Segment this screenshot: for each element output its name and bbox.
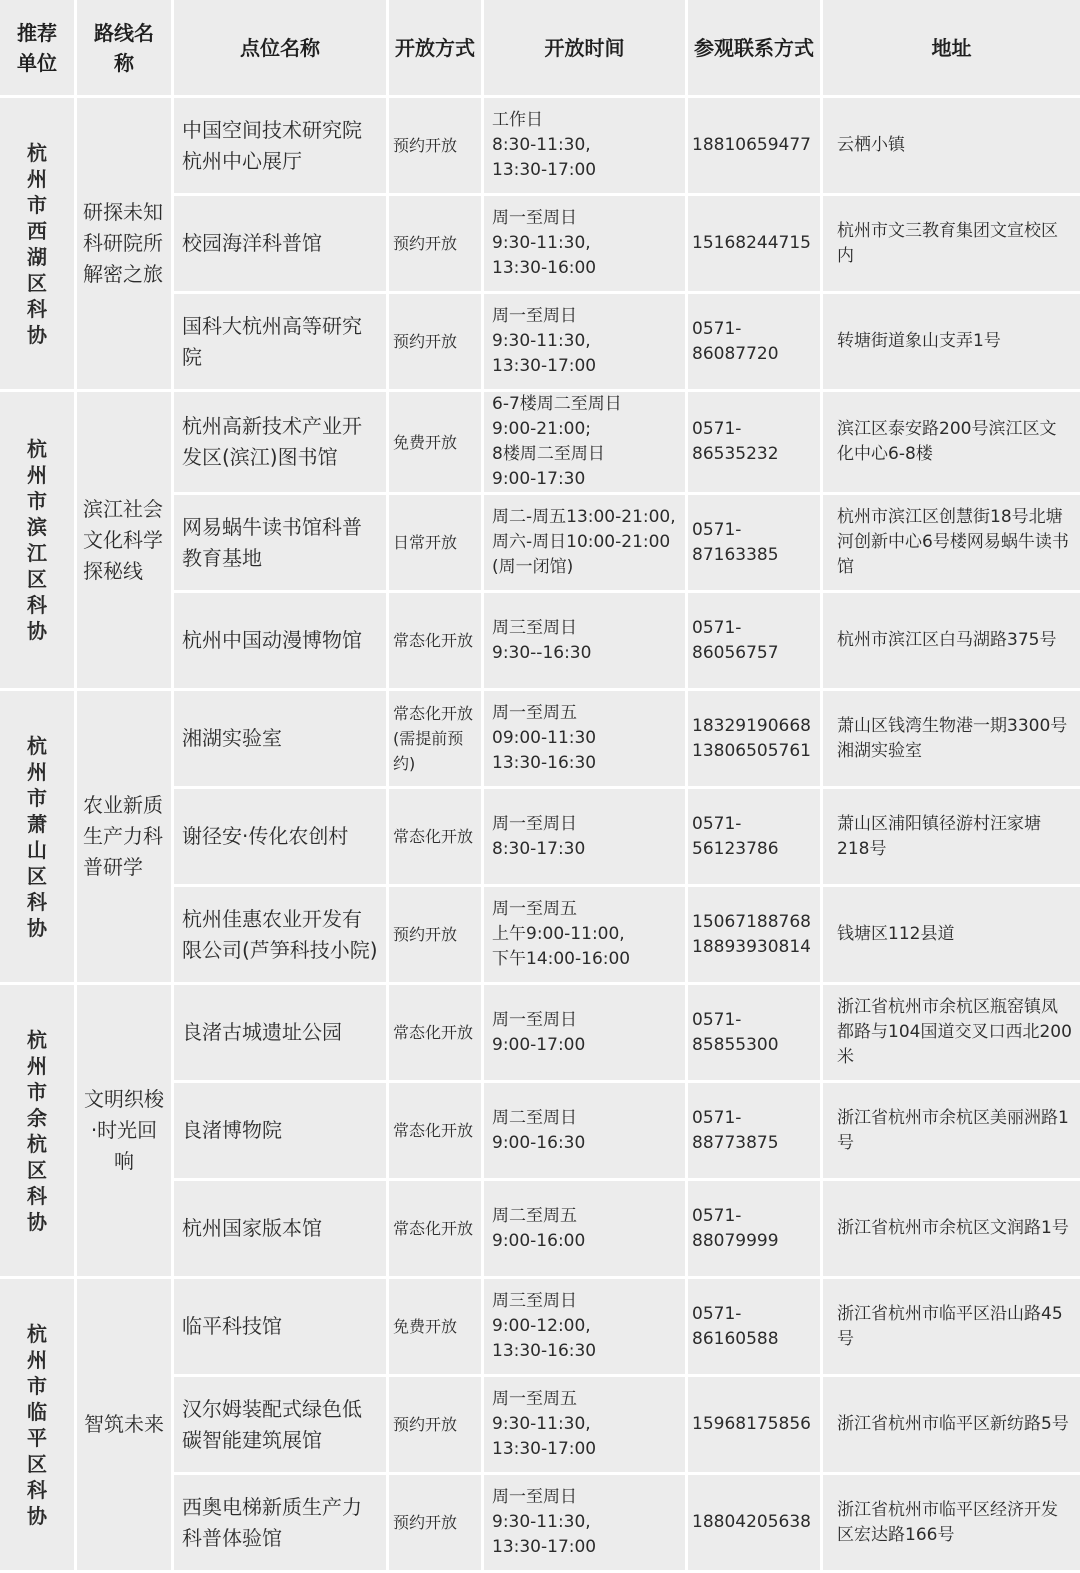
address-cell: 杭州市滨江区创慧街18号北塘河创新中心6号楼网易蜗牛读书馆 <box>823 495 1080 590</box>
contact-phone-cell: 18810659477 <box>688 98 820 193</box>
open-time-cell: 工作日 8:30-11:30, 13:30-17:00 <box>484 98 685 193</box>
open-mode-cell: 常态化开放 <box>389 1083 481 1178</box>
table-row <box>0 98 1080 193</box>
header-unit: 推荐单位 <box>0 0 74 95</box>
address-cell: 萧山区浦阳镇径游村汪家塘218号 <box>823 789 1080 884</box>
open-mode-cell: 常态化开放 <box>389 1181 481 1276</box>
site-name-cell: 校园海洋科普馆 <box>174 196 386 291</box>
open-mode-cell: 免费开放 <box>389 392 481 492</box>
recommending-unit-cell <box>0 98 74 389</box>
route-name-cell: 农业新质生产力科普研学 <box>77 691 171 982</box>
table-row <box>0 691 1080 786</box>
contact-phone-cell: 0571-88079999 <box>688 1181 820 1276</box>
route-name-cell: 智筑未来 <box>77 1279 171 1570</box>
open-time-cell: 周一至周日 9:30-11:30, 13:30-17:00 <box>484 1475 685 1570</box>
address-cell: 浙江省杭州市临平区经济开发区宏达路166号 <box>823 1475 1080 1570</box>
open-time-cell: 周一至周日 9:30-11:30, 13:30-17:00 <box>484 294 685 389</box>
site-name-cell: 良渚博物院 <box>174 1083 386 1178</box>
recommending-unit-text: 杭州市余杭区科协 <box>27 1027 47 1234</box>
header-mode: 开放方式 <box>389 0 481 95</box>
open-time-cell: 6-7楼周二至周日 9:00-21:00; 8楼周二至周日 9:00-17:30 <box>484 392 685 492</box>
site-name-cell: 谢径安·传化农创村 <box>174 789 386 884</box>
recommending-unit-text: 杭州市滨江区科协 <box>27 437 47 643</box>
open-time-cell: 周一至周日 8:30-17:30 <box>484 789 685 884</box>
open-time-cell: 周一至周五 上午9:00-11:00, 下午14:00-16:00 <box>484 887 685 982</box>
address-cell: 杭州市滨江区白马湖路375号 <box>823 593 1080 688</box>
open-time-cell: 周一至周日 9:30-11:30, 13:30-16:00 <box>484 196 685 291</box>
address-cell: 浙江省杭州市余杭区文润路1号 <box>823 1181 1080 1276</box>
open-mode-cell: 常态化开放(需提前预约) <box>389 691 481 786</box>
contact-phone-cell: 18804205638 <box>688 1475 820 1570</box>
table-body <box>0 98 1080 1570</box>
site-name-cell: 湘湖实验室 <box>174 691 386 786</box>
address-cell: 浙江省杭州市临平区沿山路45号 <box>823 1279 1080 1374</box>
address-cell: 滨江区泰安路200号滨江区文化中心6-8楼 <box>823 392 1080 492</box>
open-time-cell: 周一至周日 9:00-17:00 <box>484 985 685 1080</box>
address-cell: 云栖小镇 <box>823 98 1080 193</box>
open-mode-cell: 免费开放 <box>389 1279 481 1374</box>
site-name-cell: 汉尔姆装配式绿色低碳智能建筑展馆 <box>174 1377 386 1472</box>
table-row <box>0 392 1080 492</box>
open-mode-cell: 常态化开放 <box>389 593 481 688</box>
site-name-cell: 杭州佳惠农业开发有限公司(芦笋科技小院) <box>174 887 386 982</box>
recommending-unit-cell <box>0 985 74 1276</box>
site-name-cell: 国科大杭州高等研究院 <box>174 294 386 389</box>
open-mode-cell: 预约开放 <box>389 1475 481 1570</box>
address-cell: 浙江省杭州市余杭区美丽洲路1号 <box>823 1083 1080 1178</box>
contact-phone-cell: 0571-86056757 <box>688 593 820 688</box>
route-name-cell: 研探未知科研院所解密之旅 <box>77 98 171 389</box>
table-header <box>0 0 1080 95</box>
header-name: 点位名称 <box>174 0 386 95</box>
open-mode-cell: 日常开放 <box>389 495 481 590</box>
site-name-cell: 杭州中国动漫博物馆 <box>174 593 386 688</box>
route-name-cell: 滨江社会文化科学探秘线 <box>77 392 171 688</box>
contact-phone-cell: 15968175856 <box>688 1377 820 1472</box>
contact-phone-cell: 0571-87163385 <box>688 495 820 590</box>
header-time: 开放时间 <box>484 0 685 95</box>
site-name-cell: 良渚古城遗址公园 <box>174 985 386 1080</box>
recommending-unit-cell <box>0 1279 74 1570</box>
header-address: 地址 <box>823 0 1080 95</box>
open-time-cell: 周二至周五 9:00-16:00 <box>484 1181 685 1276</box>
route-name-cell: 文明织梭·时光回响 <box>77 985 171 1276</box>
open-mode-cell: 预约开放 <box>389 98 481 193</box>
address-cell: 钱塘区112县道 <box>823 887 1080 982</box>
recommending-unit-text: 杭州市西湖区科协 <box>27 140 47 347</box>
open-mode-cell: 预约开放 <box>389 294 481 389</box>
site-name-cell: 杭州高新技术产业开发区(滨江)图书馆 <box>174 392 386 492</box>
open-mode-cell: 常态化开放 <box>389 789 481 884</box>
address-cell: 萧山区钱湾生物港一期3300号湘湖实验室 <box>823 691 1080 786</box>
open-mode-cell: 常态化开放 <box>389 985 481 1080</box>
open-time-cell: 周三至周日 9:30--16:30 <box>484 593 685 688</box>
open-mode-cell: 预约开放 <box>389 196 481 291</box>
header-row <box>0 0 1080 95</box>
header-route: 路线名称 <box>77 0 171 95</box>
table-row <box>0 1279 1080 1374</box>
site-name-cell: 网易蜗牛读书馆科普教育基地 <box>174 495 386 590</box>
open-time-cell: 周一至周五 9:30-11:30, 13:30-17:00 <box>484 1377 685 1472</box>
contact-phone-cell: 0571-86160588 <box>688 1279 820 1374</box>
recommending-unit-text: 杭州市萧山区科协 <box>27 733 47 940</box>
contact-phone-cell: 18329190668 13806505761 <box>688 691 820 786</box>
contact-phone-cell: 15168244715 <box>688 196 820 291</box>
contact-phone-cell: 15067188768 18893930814 <box>688 887 820 982</box>
header-contact: 参观联系方式 <box>688 0 820 95</box>
recommending-unit-text: 杭州市临平区科协 <box>27 1321 47 1528</box>
address-cell: 浙江省杭州市临平区新纺路5号 <box>823 1377 1080 1472</box>
address-cell: 浙江省杭州市余杭区瓶窑镇凤都路与104国道交叉口西北200米 <box>823 985 1080 1080</box>
address-cell: 杭州市文三教育集团文宣校区内 <box>823 196 1080 291</box>
contact-phone-cell: 0571-56123786 <box>688 789 820 884</box>
recommending-unit-cell <box>0 392 74 688</box>
site-name-cell: 中国空间技术研究院杭州中心展厅 <box>174 98 386 193</box>
open-mode-cell: 预约开放 <box>389 1377 481 1472</box>
site-name-cell: 临平科技馆 <box>174 1279 386 1374</box>
site-name-cell: 西奥电梯新质生产力科普体验馆 <box>174 1475 386 1570</box>
contact-phone-cell: 0571-85855300 <box>688 985 820 1080</box>
open-time-cell: 周三至周日 9:00-12:00, 13:30-16:30 <box>484 1279 685 1374</box>
open-time-cell: 周一至周五 09:00-11:30 13:30-16:30 <box>484 691 685 786</box>
contact-phone-cell: 0571-86087720 <box>688 294 820 389</box>
table-row <box>0 985 1080 1080</box>
contact-phone-cell: 0571-88773875 <box>688 1083 820 1178</box>
open-time-cell: 周二至周日 9:00-16:30 <box>484 1083 685 1178</box>
contact-phone-cell: 0571-86535232 <box>688 392 820 492</box>
recommending-unit-cell <box>0 691 74 982</box>
site-name-cell: 杭州国家版本馆 <box>174 1181 386 1276</box>
address-cell: 转塘街道象山支弄1号 <box>823 294 1080 389</box>
open-time-cell: 周二-周五13:00-21:00, 周六-周日10:00-21:00 (周一闭馆) <box>484 495 685 590</box>
open-mode-cell: 预约开放 <box>389 887 481 982</box>
